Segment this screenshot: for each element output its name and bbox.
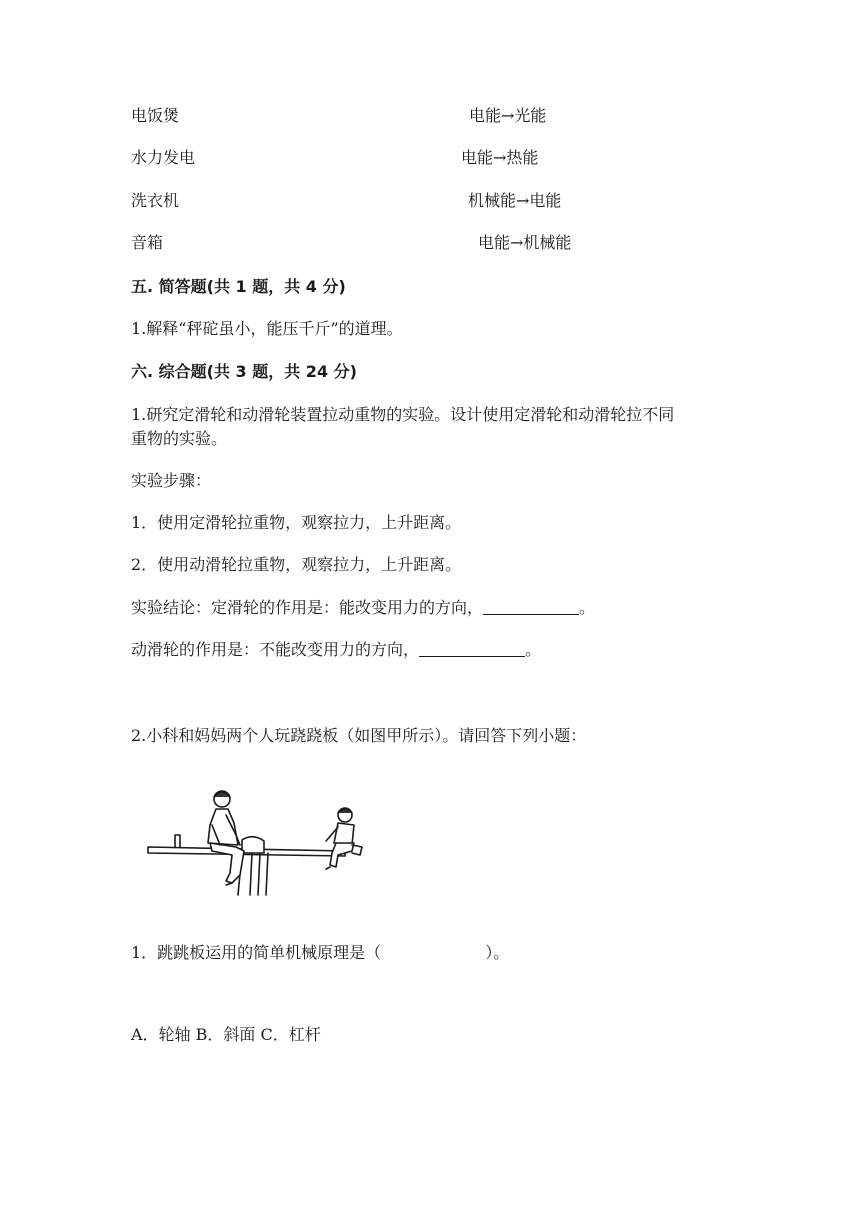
steps-label: 实验步骤： [131, 471, 212, 490]
step-1: 1．使用定滑轮拉重物，观察拉力，上升距离。 [131, 513, 462, 532]
match-right-2: 电能→热能 [461, 148, 539, 167]
match-right-1: 电能→光能 [469, 106, 547, 125]
conclusion-2 [131, 639, 541, 661]
sub-question-1-end: ）。 [485, 943, 510, 962]
conclusion-1 [131, 597, 595, 619]
section6-heading: 六. 综合题(共 3 题，共 24 分) [131, 362, 357, 381]
seesaw-illustration [140, 785, 370, 900]
sub-question-1 [131, 942, 509, 964]
match-right-3: 机械能→电能 [468, 191, 562, 210]
match-left-2: 水力发电 [131, 148, 196, 167]
answer-blank-1[interactable] [483, 598, 579, 615]
match-left-1: 电饭煲 [131, 106, 180, 125]
conclusion-2-text: 动滑轮的作用是：不能改变用力的方向， [131, 640, 420, 659]
answer-options: A．轮轴 B．斜面 C．杠杆 [131, 1025, 321, 1044]
match-left-4: 音箱 [131, 233, 164, 252]
conclusion-1-text: 实验结论：定滑轮的作用是：能改变用力的方向， [131, 598, 484, 617]
match-left-3: 洗衣机 [131, 191, 180, 210]
conclusion-1-end: 。 [579, 598, 596, 617]
question-1-line-1: 1.研究定滑轮和动滑轮装置拉动重物的实验。设计使用定滑轮和动滑轮拉不同 [131, 405, 675, 424]
match-right-4: 电能→机械能 [478, 233, 572, 252]
section5-heading: 五. 简答题(共 1 题，共 4 分) [131, 277, 346, 296]
question-2: 2.小科和妈妈两个人玩跷跷板（如图甲所示）。请回答下列小题： [131, 726, 587, 745]
conclusion-2-end: 。 [525, 640, 542, 659]
step-2: 2．使用动滑轮拉重物，观察拉力，上升距离。 [131, 555, 462, 574]
answer-blank-2[interactable] [419, 640, 525, 657]
section5-question-1: 1.解释“秤砣虽小，能压千斤”的道理。 [131, 319, 403, 338]
sub-question-1-text: 1．跳跳板运用的简单机械原理是（ [131, 943, 382, 962]
question-1-line-2: 重物的实验。 [131, 429, 228, 448]
